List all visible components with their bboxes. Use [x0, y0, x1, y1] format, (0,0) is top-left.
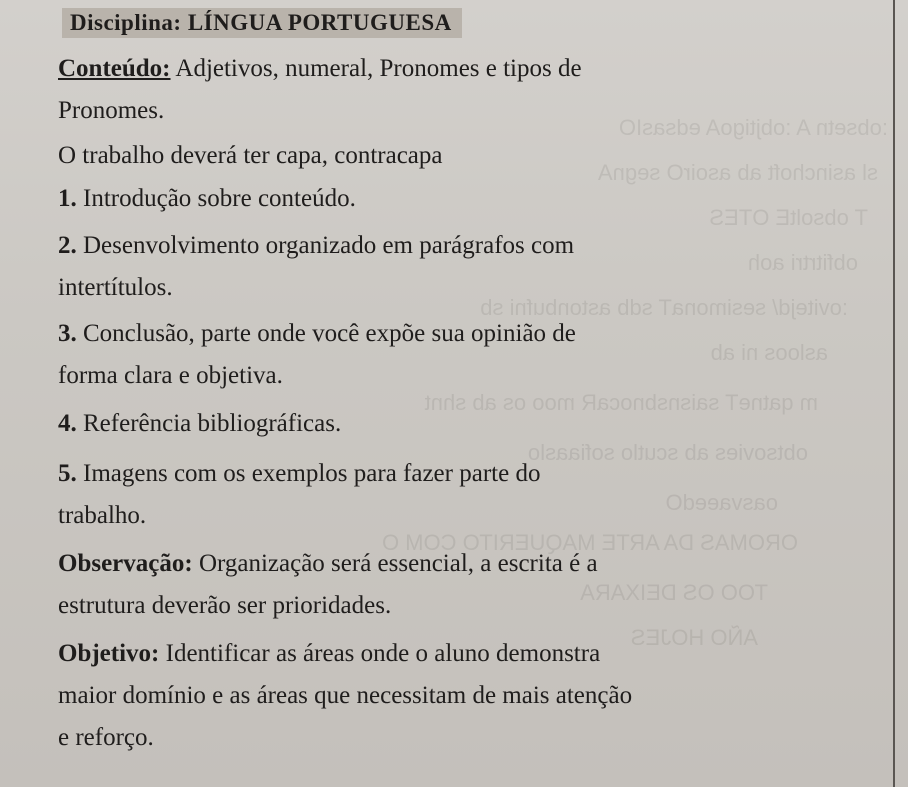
- observation-section: [58, 543, 883, 627]
- list-item-text: Introdução sobre conteúdo.: [83, 185, 356, 212]
- list-item: [58, 453, 883, 537]
- list-item-text: Referência bibliográficas.: [83, 410, 342, 437]
- list-item: [58, 403, 883, 445]
- list-item-number: 4.: [58, 410, 77, 437]
- intro-text: O trabalho deverá ter capa, contracapa: [58, 142, 443, 169]
- list-item-text: Conclusão, parte onde você expõe sua opinião de: [83, 320, 576, 347]
- list-item: [58, 178, 883, 220]
- list-item-text: Desenvolvimento organizado em parágrafos com: [83, 232, 575, 259]
- list-item-text-cont: trabalho.: [58, 502, 147, 529]
- list-item-text-cont: forma clara e objetiva.: [58, 362, 283, 389]
- observation-text-line2: estrutura deverão ser prioridades.: [58, 592, 392, 619]
- right-border-line: [893, 0, 895, 787]
- list-item-number: 3.: [58, 320, 77, 347]
- content-text-line1: Adjetivos, numeral, Pronomes e tipos de: [175, 55, 582, 82]
- content-label: Conteúdo:: [58, 55, 171, 82]
- observation-text-line1: Organização será essencial, a escrita é a: [198, 550, 598, 577]
- list-item: [58, 313, 883, 397]
- objective-text-line2: maior domínio e as áreas que necessitam de mais atenção: [58, 682, 633, 709]
- bleed-through-text: :obsetn A :objtigoA edsasIO sl asinchoft ab asoirO segnA T obsoltE OTES obfitrtri aoh :ovitejd/ sesimonaT sdb astonbufni sb asloos ni ab m qatneT saisnsbnocaR moo os ab shnt obtsovies ab scutlo sofiaaslo oasvaeedO OROMAS DA ARTE MAQUERITO COM O TOO OS DEIXARA AÑO HOJES: [381, 115, 888, 650]
- list-item: [58, 225, 883, 309]
- objective-text-line1: Identificar as áreas onde o aluno demonstra: [165, 640, 601, 667]
- list-item-number: 1.: [58, 185, 77, 212]
- discipline-header: [62, 8, 462, 38]
- list-item-text-cont: intertítulos.: [58, 274, 173, 301]
- content-section: [58, 48, 883, 132]
- discipline-subject: LÍNGUA PORTUGUESA: [187, 10, 452, 35]
- observation-label: Observação:: [58, 550, 193, 577]
- list-item-text: Imagens com os exemplos para fazer parte do: [83, 460, 541, 487]
- objective-label: Objetivo:: [58, 640, 160, 667]
- content-text-line2: Pronomes.: [58, 97, 165, 124]
- discipline-label: Disciplina:: [70, 10, 182, 35]
- list-item-number: 2.: [58, 232, 77, 259]
- list-item-number: 5.: [58, 460, 77, 487]
- objective-text-line3: e reforço.: [58, 724, 154, 751]
- objective-section: [58, 633, 883, 759]
